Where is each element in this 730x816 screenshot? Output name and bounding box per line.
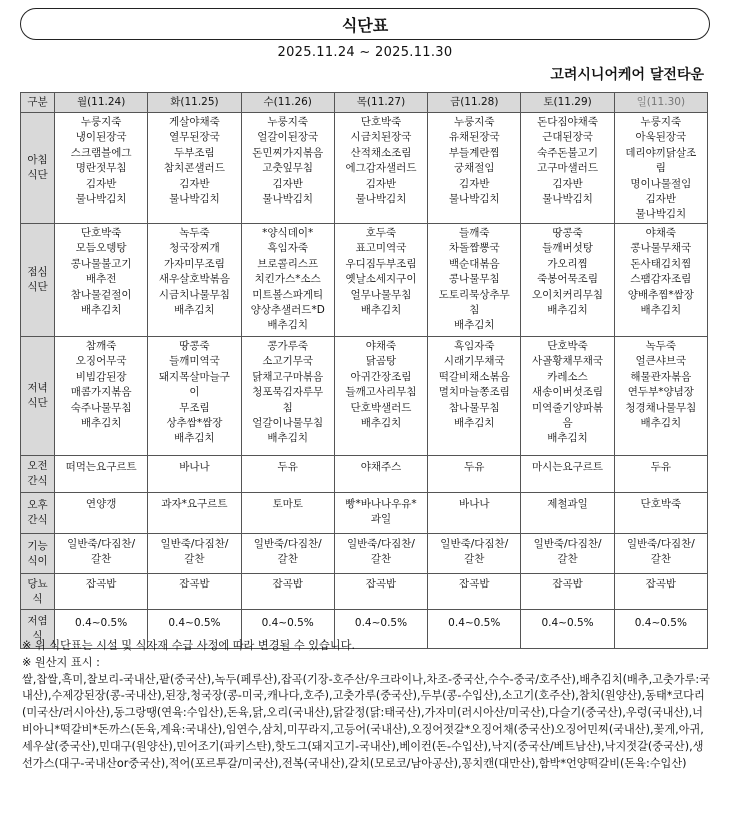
- menu-item: 유채된장국: [448, 131, 500, 144]
- menu-cell: [241, 493, 334, 534]
- menu-item: 새우살호박볶음: [158, 273, 230, 286]
- menu-cell: [614, 113, 707, 224]
- menu-item: 얼큰샤브국: [635, 355, 687, 368]
- menu-cell: [148, 113, 241, 224]
- menu-item: 누룽지죽: [267, 116, 308, 128]
- menu-item: 양상추샐러드*D: [250, 304, 325, 317]
- menu-item: 바나나: [459, 498, 490, 510]
- menu-item: 열무된장국: [169, 131, 220, 144]
- menu-cell: [614, 574, 707, 610]
- menu-item: 김자반: [459, 177, 490, 190]
- menu-item: 들깨죽: [459, 227, 490, 239]
- menu-item: 연양갱: [85, 498, 117, 510]
- menu-cell: [521, 113, 614, 224]
- row-diabetic-diet: [21, 574, 708, 610]
- menu-item: 배추김치: [640, 417, 682, 430]
- day-header-tue: 화(11.25): [148, 93, 241, 113]
- menu-item: 미역줄기양파볶: [532, 401, 604, 414]
- menu-item: 배추김치: [547, 432, 588, 445]
- menu-item: 흑임자죽: [453, 340, 495, 352]
- menu-item: 닭채고구마볶음: [252, 370, 324, 383]
- menu-item: 물나박김치: [355, 193, 407, 206]
- row-label: [21, 456, 55, 493]
- menu-item: 오이치커리무침: [532, 288, 604, 301]
- menu-item: 물나박김치: [169, 193, 220, 206]
- row-label-line: 당뇨: [27, 577, 48, 590]
- menu-item: 돈민찌가지볶음: [252, 146, 324, 159]
- row-label-line: 아침: [27, 154, 48, 166]
- day-header-mon: 월(11.24): [55, 93, 148, 113]
- row-breakfast: [21, 113, 708, 224]
- menu-item: 치킨가스*소스: [254, 273, 321, 286]
- menu-item: 양배추찜*쌈장: [627, 288, 694, 301]
- menu-item: 갈찬: [184, 553, 205, 566]
- menu-item: 잡곡밥: [85, 578, 117, 590]
- menu-item: 가자미무조림: [163, 257, 225, 270]
- menu-cell: [241, 456, 334, 493]
- menu-item: 갈찬: [650, 553, 671, 566]
- menu-item: 얼무나물무침: [350, 288, 412, 301]
- menu-item: 일반죽/다짐찬/: [533, 538, 602, 550]
- menu-cell: [334, 493, 427, 534]
- menu-item: 잡곡밥: [365, 578, 397, 590]
- menu-item: 부들계란찜: [448, 146, 500, 159]
- menu-cell: [55, 534, 148, 574]
- menu-item: 배추김치: [80, 417, 122, 430]
- menu-item: 비빔감된장: [75, 370, 127, 383]
- menu-item: 돼지목살마늘구: [158, 370, 230, 383]
- menu-item: 0.4~0.5%: [541, 617, 594, 629]
- menu-item: 얼갈이나물무침: [252, 417, 324, 430]
- menu-cell: [521, 224, 614, 337]
- menu-item: 백순대볶음: [448, 257, 500, 270]
- row-functional-diet: [21, 534, 708, 574]
- menu-item: 0.4~0.5%: [168, 617, 221, 629]
- menu-item: 잡곡밥: [179, 578, 210, 590]
- menu-item: 배추김치: [360, 304, 402, 317]
- menu-cell: [428, 534, 521, 574]
- menu-item: 청국장찌개: [169, 242, 220, 255]
- menu-item: 갈찬: [90, 553, 112, 566]
- menu-item: 배추김치: [640, 304, 682, 317]
- menu-item: 물나박김치: [75, 193, 127, 206]
- menu-item: 누룽지죽: [640, 116, 682, 128]
- menu-item: 일반죽/다짐찬/: [160, 538, 229, 550]
- menu-item: 배추김치: [267, 319, 308, 332]
- row-label-line: 저녁: [27, 382, 48, 394]
- menu-item: 소고기무국: [262, 355, 314, 368]
- menu-item: 물나박김치: [542, 193, 593, 206]
- menu-item: 갈찬: [557, 553, 578, 566]
- menu-cell: [241, 574, 334, 610]
- row-label-line: 식단: [27, 281, 48, 293]
- menu-item: 바나나: [179, 461, 210, 473]
- menu-item: 청경채나물무침: [625, 401, 697, 414]
- menu-item: 일반죽/다짐찬/: [347, 538, 415, 550]
- menu-item: 과자*요구르트: [161, 498, 228, 510]
- menu-cell: [614, 534, 707, 574]
- menu-item: 명이나물절임: [630, 177, 692, 190]
- menu-cell: [428, 456, 521, 493]
- menu-item: 땅콩죽: [179, 340, 210, 352]
- menu-item: 돈다짐야채죽: [537, 116, 598, 128]
- menu-item: 일반죽/다짐찬/: [253, 538, 322, 550]
- menu-item: 냉이된장국: [75, 131, 127, 144]
- menu-item: 김자반: [552, 177, 583, 190]
- menu-cell: [334, 224, 427, 337]
- menu-item: 배추김치: [453, 417, 495, 430]
- menu-item: 참깨죽: [85, 340, 117, 352]
- menu-item: 들깨버섯탕: [542, 242, 593, 255]
- menu-cell: [241, 534, 334, 574]
- menu-cell: [521, 337, 614, 456]
- menu-cell: [428, 224, 521, 337]
- menu-item: 침: [469, 304, 480, 317]
- menu-item: 도토리묵상추무: [438, 288, 510, 301]
- menu-item: 과일: [370, 513, 392, 526]
- menu-item: 돈사태김치찜: [630, 257, 692, 270]
- menu-item: 죽봉어묵조림: [537, 273, 598, 286]
- notes-origin-heading: ※ 원산지 표시 :: [22, 655, 100, 669]
- menu-item: 콩나물무침: [448, 273, 500, 286]
- menu-item: 배추김치: [547, 304, 588, 317]
- menu-item: 닭곰탕: [365, 355, 397, 368]
- menu-cell: [334, 113, 427, 224]
- menu-item: 녹두죽: [179, 227, 210, 239]
- menu-cell: [521, 534, 614, 574]
- header-row: [21, 93, 708, 113]
- day-header-thu: 목(11.27): [334, 93, 427, 113]
- menu-item: 갈찬: [277, 553, 298, 566]
- menu-table: [20, 92, 708, 649]
- row-label-line: 간식: [27, 475, 48, 487]
- menu-cell: [148, 456, 241, 493]
- menu-item: 야채죽: [365, 340, 397, 352]
- row-label-line: 식단: [27, 169, 48, 181]
- menu-item: 두유: [650, 461, 671, 473]
- row-label: [21, 113, 55, 224]
- row-label-line: 식단: [27, 397, 48, 409]
- menu-item: 갈찬: [370, 553, 392, 566]
- day-header-sun: 일(11.30): [614, 93, 707, 113]
- menu-item: 시래기무채국: [443, 355, 505, 368]
- menu-item: 차돌짬뽕국: [448, 242, 500, 255]
- row-dinner: [21, 337, 708, 456]
- corner-header: 구분: [21, 93, 55, 113]
- row-label-line: 간식: [27, 514, 48, 526]
- menu-cell: [614, 493, 707, 534]
- menu-item: 침: [282, 401, 293, 414]
- row-label: [21, 574, 55, 610]
- row-label-line: 식: [32, 592, 43, 605]
- row-lunch: [21, 224, 708, 337]
- menu-item: 0.4~0.5%: [634, 617, 687, 629]
- menu-item: 단호박죽: [80, 227, 122, 239]
- menu-item: 스크램블에그: [70, 146, 132, 159]
- menu-item: 단호박샐러드: [350, 401, 412, 414]
- menu-cell: [334, 574, 427, 610]
- menu-item: 떠먹는요구르트: [65, 461, 137, 473]
- row-label-line: 식: [32, 630, 43, 642]
- menu-item: 숙주나물무침: [70, 401, 132, 414]
- menu-item: 들깨미역국: [169, 355, 220, 368]
- facility-name: 고려시니어케어 달전타운: [550, 67, 704, 83]
- menu-cell: [334, 337, 427, 456]
- menu-item: 0.4~0.5%: [261, 617, 314, 629]
- menu-item: 참나물무침: [448, 401, 500, 414]
- day-header-sat: 토(11.29): [521, 93, 614, 113]
- menu-item: 토마토: [272, 498, 303, 510]
- menu-item: 배추김치: [174, 304, 215, 317]
- menu-item: 숙주돈불고기: [537, 146, 598, 159]
- menu-cell: [334, 534, 427, 574]
- menu-item: 표고미역국: [355, 242, 407, 255]
- menu-item: 무조림: [179, 401, 210, 414]
- menu-item: 사골황채무채국: [532, 355, 604, 368]
- page-title: 식단표: [341, 15, 389, 35]
- menu-item: 콩나물불고기: [70, 257, 132, 270]
- menu-cell: [148, 574, 241, 610]
- menu-item: 배추김치: [267, 432, 308, 445]
- menu-item: 고춧잎무침: [262, 162, 314, 175]
- menu-item: 얼갈이된장국: [257, 131, 319, 144]
- menu-cell: [148, 337, 241, 456]
- menu-item: 상추쌈*쌈장: [166, 417, 223, 430]
- menu-item: 들깨고사리무침: [345, 386, 417, 399]
- row-label: [21, 493, 55, 534]
- menu-item: 단호박죽: [360, 116, 402, 128]
- row-label-line: 기능: [27, 539, 48, 552]
- menu-item: 미트볼스파게티: [252, 288, 324, 301]
- menu-cell: [55, 493, 148, 534]
- menu-cell: [241, 224, 334, 337]
- menu-item: 연두부*양념장: [627, 386, 694, 399]
- menu-item: 호두죽: [365, 227, 397, 239]
- menu-item: 김자반: [365, 177, 397, 190]
- menu-item: 누룽지죽: [80, 116, 122, 128]
- menu-cell: [614, 337, 707, 456]
- menu-item: 물나박김치: [262, 193, 314, 206]
- menu-cell: [334, 456, 427, 493]
- menu-item: 제철과일: [547, 498, 588, 510]
- menu-item: 참치콘샐러드: [163, 162, 225, 175]
- menu-item: 갈찬: [464, 553, 485, 566]
- menu-item: 스팸감자조림: [630, 273, 692, 286]
- menu-item: 잡곡밥: [645, 578, 677, 590]
- menu-item: 단호박죽: [640, 498, 682, 510]
- menu-item: 가오리찜: [547, 257, 588, 270]
- menu-item: 림: [655, 162, 666, 175]
- menu-item: 아욱된장국: [635, 131, 687, 144]
- row-label-line: 저염: [27, 615, 48, 627]
- menu-cell: [55, 337, 148, 456]
- menu-cell: [428, 574, 521, 610]
- menu-item: 일반죽/다짐찬/: [67, 538, 136, 550]
- menu-item: 김자반: [85, 177, 117, 190]
- menu-cell: [55, 224, 148, 337]
- menu-cell: [521, 574, 614, 610]
- menu-item: 야채죽: [645, 227, 677, 239]
- menu-item: 배추전: [85, 273, 117, 286]
- menu-item: 누룽지죽: [453, 116, 495, 128]
- day-header-wed: 수(11.26): [241, 93, 334, 113]
- menu-item: 옛날소세지구이: [345, 273, 417, 286]
- menu-cell: [428, 337, 521, 456]
- menu-cell: [614, 456, 707, 493]
- menu-item: 시금치나물무침: [158, 288, 230, 301]
- menu-item: 음: [562, 417, 573, 430]
- menu-item: 청포묵김자루무: [252, 386, 324, 399]
- menu-item: 물나박김치: [448, 193, 500, 206]
- menu-cell: [428, 113, 521, 224]
- row-label-line: 점심: [27, 266, 48, 278]
- menu-item: 게살야채죽: [169, 116, 220, 128]
- menu-item: 데리야끼닭살조: [625, 146, 697, 159]
- menu-item: 배추김치: [360, 417, 402, 430]
- menu-item: 매콤가지볶음: [70, 386, 132, 399]
- menu-item: 녹두죽: [645, 340, 677, 352]
- menu-item: 산적채소조림: [350, 146, 412, 159]
- menu-item: 카레소스: [547, 370, 588, 383]
- menu-cell: [148, 224, 241, 337]
- menu-item: 배추김치: [453, 319, 495, 332]
- menu-item: 배추김치: [174, 432, 215, 445]
- menu-title-box: [20, 8, 710, 40]
- menu-item: 잡곡밥: [552, 578, 583, 590]
- menu-item: 시금치된장국: [350, 131, 412, 144]
- day-header-fri: 금(11.28): [428, 93, 521, 113]
- menu-item: 떡갈비채소볶음: [438, 370, 510, 383]
- menu-item: 아귀간장조림: [350, 370, 412, 383]
- menu-cell: [55, 113, 148, 224]
- menu-cell: [241, 337, 334, 456]
- notes-origin-text: 쌀,찹쌀,흑미,찰보리-국내산,팥(중국산),녹두(페루산),잡곡(기장-호주산/우크라이나,차조-중국산,수수-중국/호주산),배추김치(배추,고춧가루:국내산),수제강된장(콩-국내산),된장,청국장(콩-미국,캐나다,호주),고춧가루(중국산),두부(콩-수입산),소고기(호주산),참치(원양산),동태*코다리(미국산/러시아산),동그랑땡(연육:수입산),돈육,닭,오리(국내산),닭갈정(닭:태국산),가자미(러시아산/미국산),다슬기(중국산),우렁(국내산),너비아니*떡갈비*돈까스(돈육,계육:국내산),임연수,삼치,미꾸라지,고등어(국내산),오징어젓갈*오징어채(중국산)오징어민찌(국내산),꽃게,아귀,세우살(중국산),민대구(원양산),민어조기(파키스탄),핫도그(돼지고기-국내산),베이컨(돈-수입산),낙지(중국산/베트남산),낙지젓갈(중국산),생선가스(대구-국내산or중국산),적어(포르투갈/미국산),전복(국내산),갈치(모로코/남아공산),꽁치캔(대만산),함박*언양떡갈비(돈육:수입산): [22, 672, 710, 770]
- notes: [22, 638, 712, 772]
- row-afternoon-snack: [21, 493, 708, 534]
- menu-item: 참나물겉절이: [70, 288, 132, 301]
- menu-item: 해물관자볶음: [630, 370, 692, 383]
- menu-cell: [614, 224, 707, 337]
- menu-item: 콩나물무채국: [630, 242, 692, 255]
- menu-item: 고구마샐러드: [537, 162, 598, 175]
- menu-item: 흑임자죽: [267, 242, 308, 255]
- menu-item: 0.4~0.5%: [448, 617, 501, 629]
- menu-item: 잡곡밥: [459, 578, 490, 590]
- row-label: [21, 534, 55, 574]
- date-range: 2025.11.24 ~ 2025.11.30: [277, 45, 453, 60]
- menu-item: 0.4~0.5%: [75, 617, 128, 629]
- menu-item: 마시는요구르트: [532, 461, 604, 473]
- menu-cell: [521, 456, 614, 493]
- menu-item: 두유: [277, 461, 298, 473]
- menu-item: 모듬오뎅탕: [75, 242, 127, 255]
- menu-item: 콩가루죽: [267, 340, 308, 352]
- menu-cell: [241, 113, 334, 224]
- menu-item: 우디짐두부조림: [345, 257, 417, 270]
- row-label-line: 식이: [27, 554, 48, 567]
- row-label-line: 오후: [27, 499, 48, 511]
- menu-item: 물나박김치: [635, 208, 687, 221]
- menu-cell: [148, 493, 241, 534]
- menu-cell: [55, 456, 148, 493]
- menu-item: 야채주스: [360, 461, 402, 473]
- menu-item: 김자반: [272, 177, 303, 190]
- notes-change-notice: ※ 위 식단표는 시설 및 식자재 수급 사정에 따라 변경될 수 있습니다.: [22, 639, 356, 652]
- menu-item: 배추김치: [80, 304, 122, 317]
- menu-item: 명란젓무침: [75, 162, 127, 175]
- menu-item: 빵*바나나우유*: [345, 498, 417, 510]
- menu-item: 두유: [464, 461, 485, 473]
- row-label: [21, 224, 55, 337]
- row-label-line: 오전: [27, 460, 48, 472]
- menu-item: 멸치마늘쫑조림: [438, 386, 510, 399]
- menu-item: 일반죽/다짐찬/: [440, 538, 509, 550]
- menu-item: 땅콩죽: [552, 227, 583, 239]
- menu-cell: [521, 493, 614, 534]
- menu-item: 근대된장국: [542, 131, 593, 144]
- menu-item: 에그감자샐러드: [345, 162, 417, 175]
- menu-item: 오징어무국: [75, 355, 127, 368]
- menu-item: 김자반: [645, 193, 677, 206]
- menu-item: 이: [189, 386, 200, 399]
- menu-item: *양식데이*: [262, 227, 314, 239]
- menu-item: 새송이버섯조림: [532, 386, 604, 399]
- row-label: [21, 337, 55, 456]
- menu-cell: [148, 534, 241, 574]
- menu-cell: [55, 574, 148, 610]
- menu-item: 두부조림: [174, 146, 215, 159]
- menu-item: 0.4~0.5%: [354, 617, 408, 629]
- menu-item: 브로콜리스프: [257, 257, 319, 270]
- row-morning-snack: [21, 456, 708, 493]
- menu-item: 잡곡밥: [272, 578, 303, 590]
- menu-item: 일반죽/다짐찬/: [626, 538, 695, 550]
- menu-item: 궁채절임: [453, 162, 495, 175]
- menu-item: 단호박죽: [547, 340, 588, 352]
- menu-item: 김자반: [179, 177, 210, 190]
- menu-cell: [428, 493, 521, 534]
